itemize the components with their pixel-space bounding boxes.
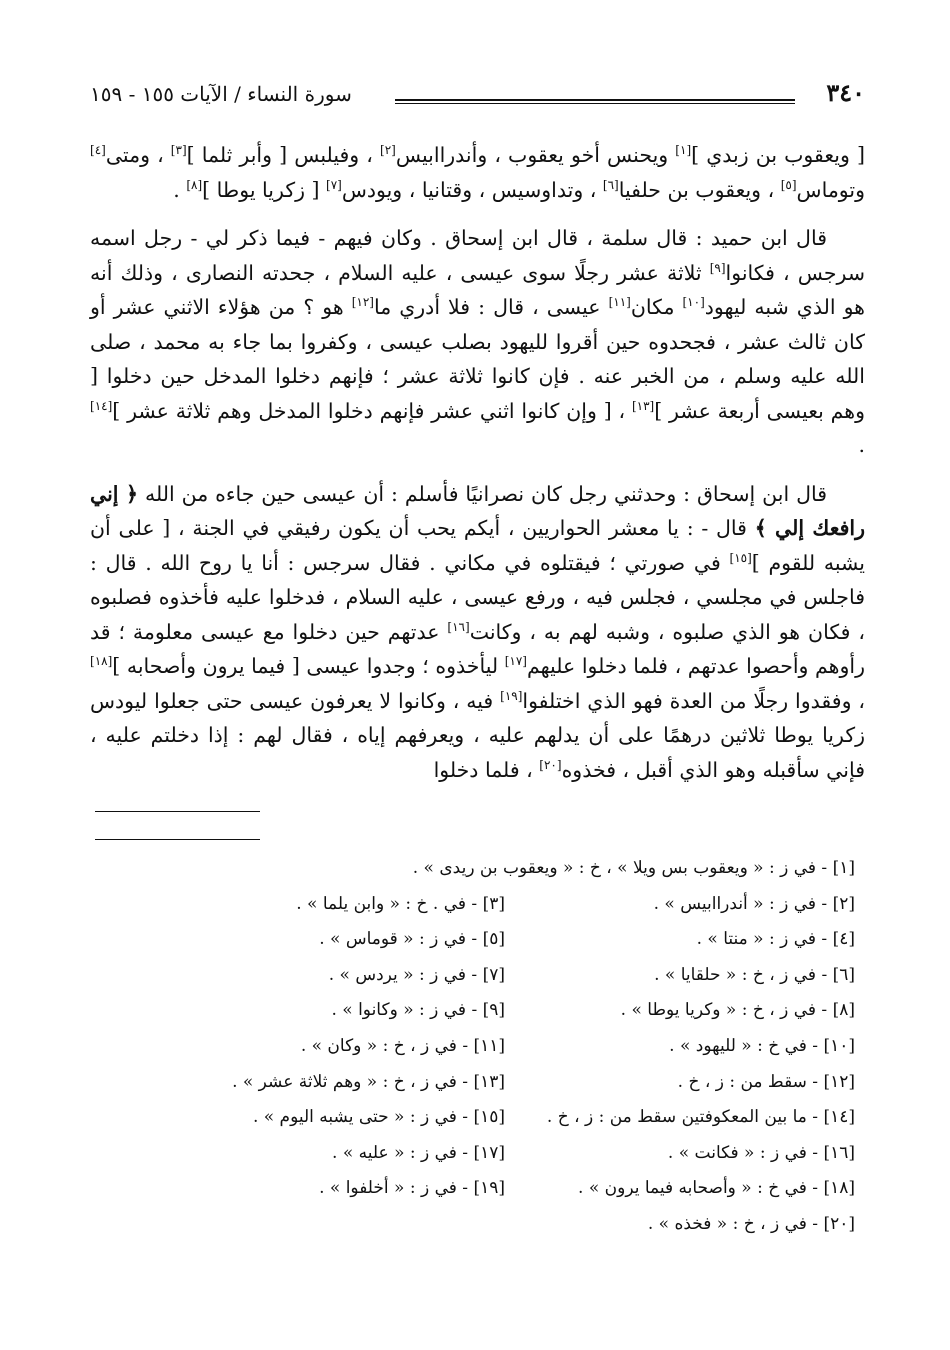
text-run: مكان bbox=[630, 295, 683, 319]
footnote-marker: [٢] bbox=[380, 143, 396, 158]
text-run: ، وفيلبس [ وأبر ثلما ] bbox=[186, 143, 381, 167]
footnote: [٩] - في ز : « وكانوا » . bbox=[331, 1000, 505, 1021]
footnote-marker: [١٠] bbox=[682, 295, 705, 310]
running-title: سورة النساء / الآيات ١٥٥ - ١٥٩ bbox=[90, 82, 352, 106]
footnote: [٥] - في ز : « قوماس » . bbox=[319, 929, 505, 950]
text-run: قال - : يا معشر الحواريين ، أيكم يحب أن يكون رفيقي في الجنة ، [ على أن يشبه للقوم ] bbox=[90, 516, 866, 575]
footnote-row bbox=[90, 993, 855, 1029]
footnote-marker: [١٦] bbox=[447, 619, 470, 634]
text-run: عدتهم حين دخلوا مع عيسى معلومة ؛ قد رأوهم وأحصوا عدتهم ، فلما دخلوا عليهم bbox=[90, 619, 865, 678]
text-run: فيه ، وكانوا لا يعرفون عيسى حتى جعلوا ليودس زكريا يوطا ثلاثين درهمًا على أن يدلهم عليه ، ويعرفهم إياه ، فقال لهم : إذا دخلتم عليه ، فإني سأقبله وهو الذي أقبل ، فخذوه bbox=[90, 688, 865, 782]
footnote: [١٢] - سقط من : ز ، خ . bbox=[677, 1071, 855, 1092]
footnote-marker: [١٣] bbox=[631, 398, 655, 413]
footnote-row bbox=[90, 1065, 855, 1101]
footnote-rule bbox=[95, 811, 260, 812]
footnote-row bbox=[90, 922, 855, 958]
footnote-marker: [١٨] bbox=[90, 654, 113, 669]
footnote-row bbox=[90, 1136, 855, 1172]
text-run: ، وفقدوا رجلًا من العدة فهو الذي اختلفوا bbox=[522, 688, 865, 713]
footnote-row bbox=[90, 958, 855, 994]
footnote-marker: [٤] bbox=[90, 143, 106, 158]
text-run: وتوماس bbox=[796, 177, 865, 202]
quran-quote: ﴿ إني رافعك إلي ﴾ bbox=[90, 481, 865, 540]
footnote-marker: [١٢] bbox=[351, 295, 374, 310]
text-run: عيسى ، قال : فلا أدري ما bbox=[373, 295, 609, 319]
footnote-marker: [٣] bbox=[170, 143, 187, 158]
footnote-marker: [١٩] bbox=[500, 688, 523, 703]
text-run: قال ابن إسحاق : وحدثني رجل كان نصرانيًا فأسلم : أن عيسى حين جاءه من الله bbox=[138, 481, 828, 506]
text-run: . bbox=[173, 177, 187, 202]
header-rule bbox=[395, 99, 795, 104]
footnote-row bbox=[90, 1029, 855, 1065]
footnote-marker: [١٧] bbox=[504, 654, 527, 669]
text-run: قال ابن حميد : قال سلمة ، قال ابن إسحاق . وكان فيهم - فيما ذكر لي - رجل اسمه سرجس ، فكانوا bbox=[90, 226, 865, 285]
footnote-marker: [٩] bbox=[709, 260, 726, 275]
footnote: [٦] - في ز ، خ : « حلقايا » . bbox=[654, 964, 855, 985]
text-run: ، ومتى bbox=[105, 143, 171, 167]
footnote: [١٤] - ما بين المعكوفتين سقط من : ز ، خ . bbox=[546, 1107, 855, 1128]
footnote-separator bbox=[90, 811, 865, 851]
footnote: [١٩] - في ز : « أخلفوا » . bbox=[319, 1178, 505, 1199]
footnote: [١٨] - في خ : « وأصحابه فيما يرون » . bbox=[578, 1178, 855, 1199]
footnote: [١٥] - في ز : « حتى يشبه اليوم » . bbox=[252, 1107, 505, 1128]
book-page bbox=[90, 78, 865, 1243]
paragraph bbox=[90, 138, 865, 207]
paragraph bbox=[90, 221, 865, 463]
footnote-marker: [٦] bbox=[602, 177, 619, 192]
footnotes bbox=[90, 851, 865, 1243]
footnote-marker: [١] bbox=[675, 143, 692, 158]
footnote: [١٠] - في خ : « لليهود » . bbox=[669, 1035, 855, 1056]
footnote-marker: [٧] bbox=[326, 177, 342, 192]
footnote-marker: [٨] bbox=[186, 177, 203, 192]
footnote: [٢] - في ز : « أندراابيس » . bbox=[653, 893, 855, 914]
text-run: ، وتداوسيس ، وقتانيا ، ويودس bbox=[341, 177, 603, 202]
footnote: [٣] - في . خ : « وابن يلما » . bbox=[296, 893, 505, 914]
footnote: [١٧] - في ز : « عليه » . bbox=[332, 1142, 505, 1163]
footnote-row bbox=[90, 1171, 855, 1207]
footnote-row bbox=[90, 887, 855, 923]
footnote: [١٣] - في ز ، خ : « وهم ثلاثة عشر » . bbox=[232, 1071, 505, 1092]
footnote-marker: [٢٠] bbox=[539, 757, 562, 772]
footnote: [٨] - في ز ، خ : « وكريا يوطا » . bbox=[620, 1000, 855, 1021]
text-run: ليأخذوه ؛ وجدوا عيسى [ فيما يرون وأصحابه ] bbox=[112, 654, 505, 678]
main-text bbox=[90, 138, 865, 787]
page-header bbox=[90, 78, 865, 118]
text-run: ، [ وإن كانوا اثني عشر فإنهم دخلوا المدخل وهم ثلاثة عشر ] bbox=[112, 398, 632, 423]
footnote: [٢٠] - في ز ، خ : « فخذه » . bbox=[647, 1213, 855, 1234]
text-run: ثلاثة عشر رجلًا سوى عيسى ، عليه السلام ، جحدته النصارى ، وذلك أنه هو الذي شبه ليهود bbox=[90, 260, 865, 319]
footnote: [١٦] - في ز : « فكانت » . bbox=[667, 1142, 855, 1163]
footnote: [١] - في ز : « ويعقوب بس ويلا » ، خ : « ويعقوب بن ريدى » . bbox=[412, 858, 855, 878]
page-number: ٣٤٠ bbox=[826, 78, 865, 107]
footnote-marker: [١٥] bbox=[729, 550, 752, 565]
footnote-rule bbox=[95, 839, 260, 840]
footnote-marker: [٥] bbox=[780, 177, 797, 192]
footnote: [١١] - في ز ، خ : « وكان » . bbox=[300, 1035, 505, 1056]
text-run: [ ويعقوب بن زبدي ] bbox=[691, 143, 865, 167]
text-run: في صورتي ؛ فيقتلوه في مكاني . فقال سرجس : أنا يا روح الله . قال : فاجلس في مجلسي ، فجلس فيه ، ورفع عيسى ، عليه السلام ، فدخلوا عليه فأخذوه فصلبوه ، فكان هو الذي صلبوه ، وشبه لهم به ، وكانت bbox=[90, 550, 865, 644]
footnote: [٤] - في ز : « منتا » . bbox=[696, 929, 855, 950]
footnote-marker: [١٤] bbox=[90, 398, 113, 413]
footnote-row bbox=[90, 1100, 855, 1136]
paragraph bbox=[90, 477, 865, 788]
text-run: [ زكريا يوطا ] bbox=[202, 177, 327, 202]
text-run: ويحنس أخو يعقوب ، وأندراابيس bbox=[395, 143, 676, 167]
footnote: [٧] - في ز : « يردس » . bbox=[328, 964, 505, 985]
text-run: ، ويعقوب بن حلفيا bbox=[618, 177, 781, 202]
footnote-marker: [١١] bbox=[608, 295, 631, 310]
text-run: ، فلما دخلوا bbox=[433, 757, 540, 782]
text-run: هو ؟ من هؤلاء الاثني عشر أو كان ثالث عشر ، فجحدوه حين أقروا لليهود بصلب عيسى ، وكفروا بما جاء به محمد ، صلى الله عليه وسلم ، من الخبر عنه . فإن كانوا ثلاثة عشر ؛ فإنهم دخلوا المدخل حين دخلوا [ وهم بعيسى أربعة عشر ] bbox=[90, 295, 865, 423]
text-run: . bbox=[858, 433, 865, 457]
